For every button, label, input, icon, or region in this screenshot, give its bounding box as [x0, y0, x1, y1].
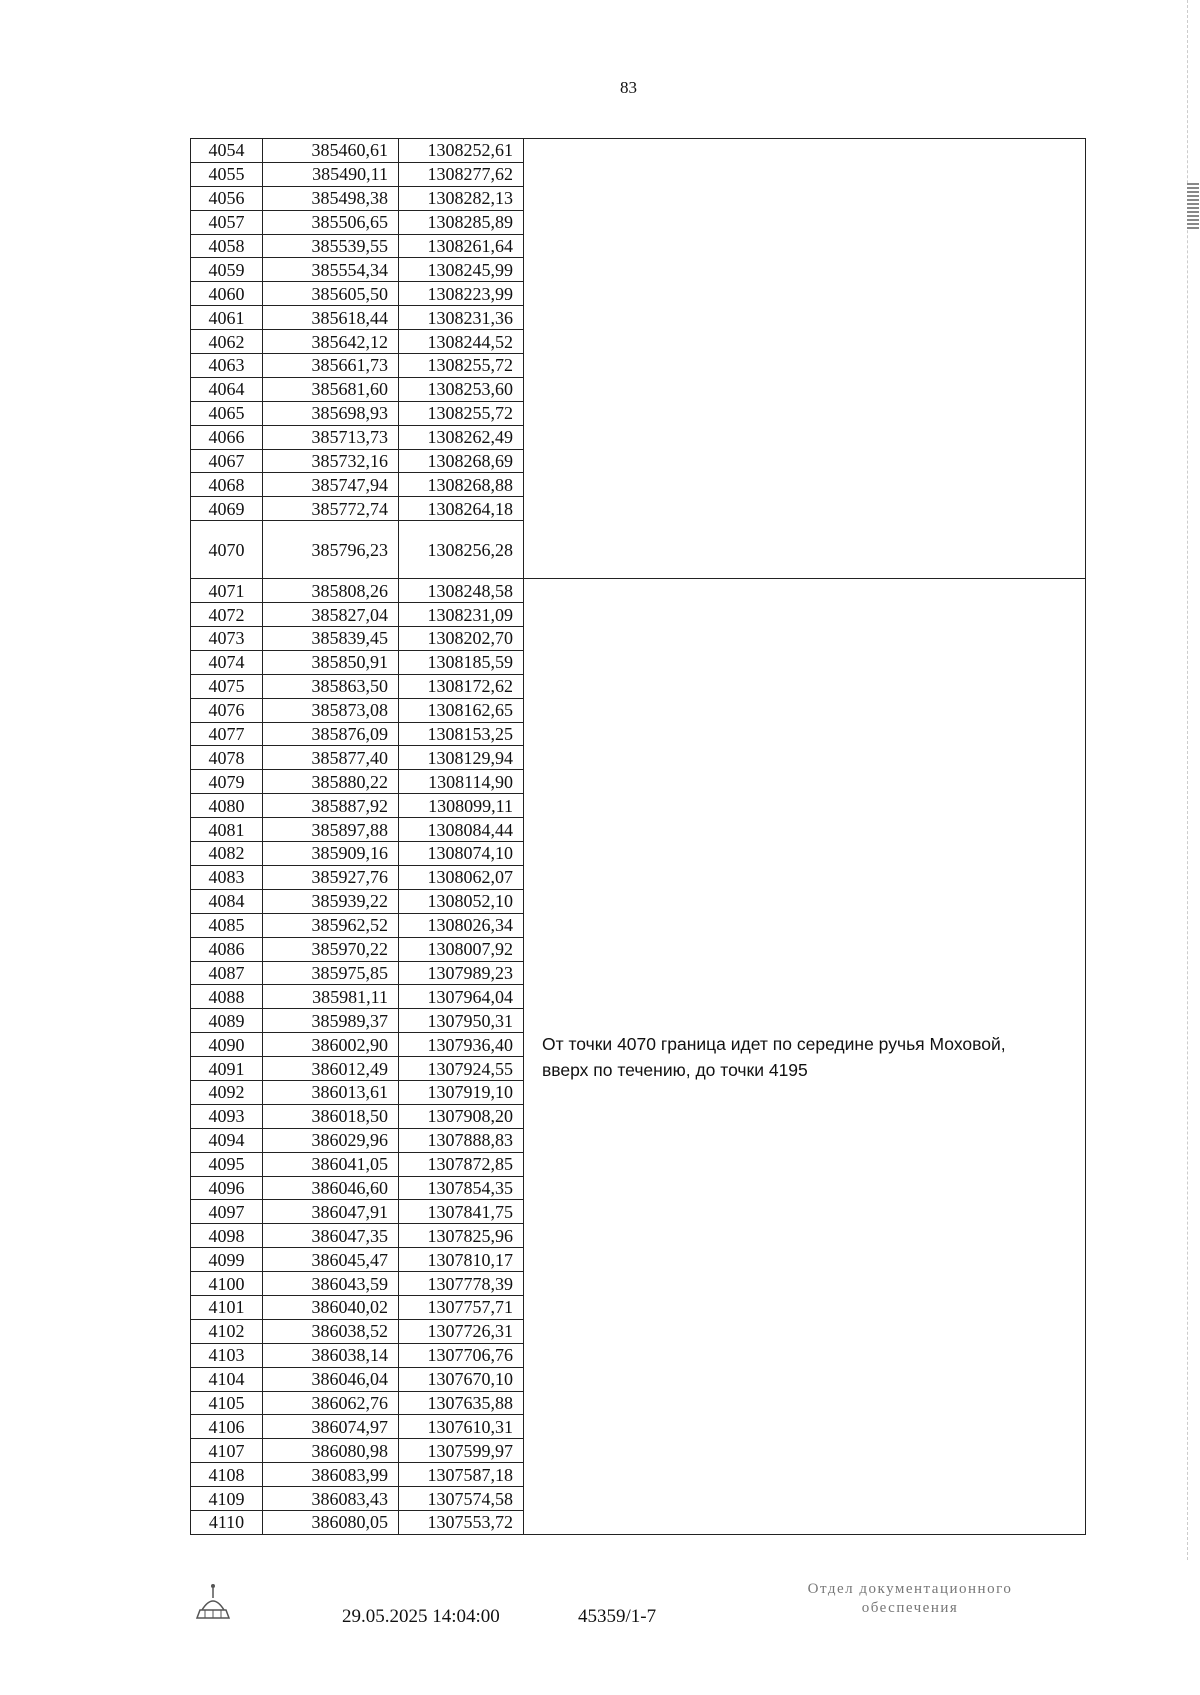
coordinates-table — [190, 138, 1086, 1535]
x-coordinate-cell: 386041,05 — [263, 1152, 399, 1176]
y-coordinate-cell: 1308231,36 — [399, 306, 524, 330]
point-number-cell: 4097 — [191, 1200, 263, 1224]
x-coordinate-cell: 385506,65 — [263, 210, 399, 234]
point-number-cell: 4078 — [191, 746, 263, 770]
x-coordinate-cell: 385554,34 — [263, 258, 399, 282]
department-stamp — [760, 1580, 1060, 1618]
y-coordinate-cell: 1308285,89 — [399, 210, 524, 234]
x-coordinate-cell: 386012,49 — [263, 1057, 399, 1081]
point-number-cell: 4101 — [191, 1295, 263, 1319]
x-coordinate-cell: 386047,35 — [263, 1224, 399, 1248]
y-coordinate-cell: 1308277,62 — [399, 162, 524, 186]
scan-mark — [1187, 183, 1199, 229]
point-number-cell: 4091 — [191, 1057, 263, 1081]
point-number-cell: 4077 — [191, 722, 263, 746]
x-coordinate-cell: 385642,12 — [263, 330, 399, 354]
y-coordinate-cell: 1307854,35 — [399, 1176, 524, 1200]
x-coordinate-cell: 385880,22 — [263, 770, 399, 794]
y-coordinate-cell: 1307825,96 — [399, 1224, 524, 1248]
coordinates-table-body — [191, 139, 1086, 1535]
y-coordinate-cell: 1307989,23 — [399, 961, 524, 985]
y-coordinate-cell: 1308261,64 — [399, 234, 524, 258]
y-coordinate-cell: 1308062,07 — [399, 865, 524, 889]
x-coordinate-cell: 385808,26 — [263, 579, 399, 603]
x-coordinate-cell: 386038,52 — [263, 1319, 399, 1343]
point-number-cell: 4066 — [191, 425, 263, 449]
x-coordinate-cell: 385981,11 — [263, 985, 399, 1009]
y-coordinate-cell: 1307635,88 — [399, 1391, 524, 1415]
point-number-cell: 4102 — [191, 1319, 263, 1343]
x-coordinate-cell: 386046,04 — [263, 1367, 399, 1391]
x-coordinate-cell: 386043,59 — [263, 1272, 399, 1296]
x-coordinate-cell: 386045,47 — [263, 1248, 399, 1272]
x-coordinate-cell: 385939,22 — [263, 889, 399, 913]
point-number-cell: 4074 — [191, 650, 263, 674]
y-coordinate-cell: 1308114,90 — [399, 770, 524, 794]
x-coordinate-cell: 385605,50 — [263, 282, 399, 306]
x-coordinate-cell: 385681,60 — [263, 377, 399, 401]
y-coordinate-cell: 1308231,09 — [399, 603, 524, 627]
x-coordinate-cell: 385873,08 — [263, 698, 399, 722]
y-coordinate-cell: 1307936,40 — [399, 1033, 524, 1057]
x-coordinate-cell: 385796,23 — [263, 521, 399, 579]
point-number-cell: 4110 — [191, 1510, 263, 1534]
stamp-line-1: Отдел документационного — [807, 1581, 1013, 1597]
point-number-cell: 4099 — [191, 1248, 263, 1272]
x-coordinate-cell: 386038,14 — [263, 1343, 399, 1367]
x-coordinate-cell: 386083,43 — [263, 1487, 399, 1511]
point-number-cell: 4107 — [191, 1439, 263, 1463]
x-coordinate-cell: 385989,37 — [263, 1009, 399, 1033]
x-coordinate-cell: 385850,91 — [263, 650, 399, 674]
y-coordinate-cell: 1307610,31 — [399, 1415, 524, 1439]
point-number-cell: 4073 — [191, 627, 263, 651]
point-number-cell: 4075 — [191, 674, 263, 698]
x-coordinate-cell: 385970,22 — [263, 937, 399, 961]
point-number-cell: 4090 — [191, 1033, 263, 1057]
x-coordinate-cell: 385713,73 — [263, 425, 399, 449]
point-number-cell: 4109 — [191, 1487, 263, 1511]
x-coordinate-cell: 385876,09 — [263, 722, 399, 746]
point-number-cell: 4108 — [191, 1463, 263, 1487]
boundary-description-cell: От точки 4070 граница идет по середине ручья Моховой, вверх по течению, до точки 4195 — [524, 579, 1086, 1535]
point-number-cell: 4081 — [191, 818, 263, 842]
x-coordinate-cell: 385732,16 — [263, 449, 399, 473]
y-coordinate-cell: 1307587,18 — [399, 1463, 524, 1487]
emblem-logo — [193, 1580, 233, 1622]
point-number-cell: 4069 — [191, 497, 263, 521]
x-coordinate-cell: 385887,92 — [263, 794, 399, 818]
y-coordinate-cell: 1308007,92 — [399, 937, 524, 961]
y-coordinate-cell: 1308129,94 — [399, 746, 524, 770]
x-coordinate-cell: 385863,50 — [263, 674, 399, 698]
y-coordinate-cell: 1308253,60 — [399, 377, 524, 401]
y-coordinate-cell: 1308202,70 — [399, 627, 524, 651]
point-number-cell: 4089 — [191, 1009, 263, 1033]
point-number-cell: 4106 — [191, 1415, 263, 1439]
x-coordinate-cell: 385975,85 — [263, 961, 399, 985]
y-coordinate-cell: 1308264,18 — [399, 497, 524, 521]
x-coordinate-cell: 385661,73 — [263, 354, 399, 378]
point-number-cell: 4086 — [191, 937, 263, 961]
point-number-cell: 4055 — [191, 162, 263, 186]
point-number-cell: 4060 — [191, 282, 263, 306]
point-number-cell: 4103 — [191, 1343, 263, 1367]
scan-edge — [1187, 0, 1192, 1560]
point-number-cell: 4080 — [191, 794, 263, 818]
point-number-cell: 4096 — [191, 1176, 263, 1200]
point-number-cell: 4087 — [191, 961, 263, 985]
y-coordinate-cell: 1307908,20 — [399, 1104, 524, 1128]
x-coordinate-cell: 385839,45 — [263, 627, 399, 651]
x-coordinate-cell: 385698,93 — [263, 401, 399, 425]
point-number-cell: 4105 — [191, 1391, 263, 1415]
x-coordinate-cell: 386047,91 — [263, 1200, 399, 1224]
y-coordinate-cell: 1307706,76 — [399, 1343, 524, 1367]
x-coordinate-cell: 386018,50 — [263, 1104, 399, 1128]
y-coordinate-cell: 1308252,61 — [399, 139, 524, 163]
point-number-cell: 4093 — [191, 1104, 263, 1128]
y-coordinate-cell: 1308172,62 — [399, 674, 524, 698]
x-coordinate-cell: 386080,98 — [263, 1439, 399, 1463]
x-coordinate-cell: 386013,61 — [263, 1080, 399, 1104]
x-coordinate-cell: 385772,74 — [263, 497, 399, 521]
x-coordinate-cell: 385618,44 — [263, 306, 399, 330]
point-number-cell: 4065 — [191, 401, 263, 425]
y-coordinate-cell: 1308074,10 — [399, 842, 524, 866]
point-number-cell: 4059 — [191, 258, 263, 282]
y-coordinate-cell: 1307810,17 — [399, 1248, 524, 1272]
y-coordinate-cell: 1308153,25 — [399, 722, 524, 746]
x-coordinate-cell: 385460,61 — [263, 139, 399, 163]
footer-date: 29.05.2025 14:04:00 — [342, 1606, 500, 1627]
y-coordinate-cell: 1308255,72 — [399, 401, 524, 425]
x-coordinate-cell: 385927,76 — [263, 865, 399, 889]
y-coordinate-cell: 1308262,49 — [399, 425, 524, 449]
x-coordinate-cell: 386062,76 — [263, 1391, 399, 1415]
x-coordinate-cell: 385877,40 — [263, 746, 399, 770]
point-number-cell: 4061 — [191, 306, 263, 330]
y-coordinate-cell: 1307670,10 — [399, 1367, 524, 1391]
y-coordinate-cell: 1308244,52 — [399, 330, 524, 354]
point-number-cell: 4084 — [191, 889, 263, 913]
x-coordinate-cell: 385747,94 — [263, 473, 399, 497]
x-coordinate-cell: 386074,97 — [263, 1415, 399, 1439]
point-number-cell: 4094 — [191, 1128, 263, 1152]
y-coordinate-cell: 1308052,10 — [399, 889, 524, 913]
y-coordinate-cell: 1307919,10 — [399, 1080, 524, 1104]
y-coordinate-cell: 1307553,72 — [399, 1510, 524, 1534]
point-number-cell: 4079 — [191, 770, 263, 794]
table-row — [191, 579, 1086, 603]
y-coordinate-cell: 1308256,28 — [399, 521, 524, 579]
point-number-cell: 4076 — [191, 698, 263, 722]
point-number-cell: 4070 — [191, 521, 263, 579]
page-number: 83 — [620, 78, 637, 97]
point-number-cell: 4062 — [191, 330, 263, 354]
point-number-cell: 4058 — [191, 234, 263, 258]
x-coordinate-cell: 386029,96 — [263, 1128, 399, 1152]
y-coordinate-cell: 1308282,13 — [399, 186, 524, 210]
table-row — [191, 139, 1086, 163]
y-coordinate-cell: 1307950,31 — [399, 1009, 524, 1033]
x-coordinate-cell: 385498,38 — [263, 186, 399, 210]
x-coordinate-cell: 386080,05 — [263, 1510, 399, 1534]
point-number-cell: 4054 — [191, 139, 263, 163]
y-coordinate-cell: 1308245,99 — [399, 258, 524, 282]
y-coordinate-cell: 1308084,44 — [399, 818, 524, 842]
y-coordinate-cell: 1308268,88 — [399, 473, 524, 497]
y-coordinate-cell: 1308268,69 — [399, 449, 524, 473]
y-coordinate-cell: 1308162,65 — [399, 698, 524, 722]
description-cell-empty — [524, 139, 1086, 579]
y-coordinate-cell: 1307841,75 — [399, 1200, 524, 1224]
point-number-cell: 4095 — [191, 1152, 263, 1176]
y-coordinate-cell: 1308255,72 — [399, 354, 524, 378]
y-coordinate-cell: 1308223,99 — [399, 282, 524, 306]
point-number-cell: 4083 — [191, 865, 263, 889]
point-number-cell: 4057 — [191, 210, 263, 234]
y-coordinate-cell: 1307757,71 — [399, 1295, 524, 1319]
point-number-cell: 4082 — [191, 842, 263, 866]
point-number-cell: 4067 — [191, 449, 263, 473]
point-number-cell: 4092 — [191, 1080, 263, 1104]
point-number-cell: 4056 — [191, 186, 263, 210]
x-coordinate-cell: 385539,55 — [263, 234, 399, 258]
x-coordinate-cell: 386040,02 — [263, 1295, 399, 1319]
y-coordinate-cell: 1307599,97 — [399, 1439, 524, 1463]
y-coordinate-cell: 1308248,58 — [399, 579, 524, 603]
x-coordinate-cell: 385962,52 — [263, 913, 399, 937]
point-number-cell: 4063 — [191, 354, 263, 378]
point-number-cell: 4085 — [191, 913, 263, 937]
y-coordinate-cell: 1308026,34 — [399, 913, 524, 937]
y-coordinate-cell: 1307726,31 — [399, 1319, 524, 1343]
x-coordinate-cell: 386083,99 — [263, 1463, 399, 1487]
point-number-cell: 4068 — [191, 473, 263, 497]
point-number-cell: 4104 — [191, 1367, 263, 1391]
y-coordinate-cell: 1307872,85 — [399, 1152, 524, 1176]
point-number-cell: 4100 — [191, 1272, 263, 1296]
x-coordinate-cell: 385909,16 — [263, 842, 399, 866]
stamp-line-2: обеспечения — [861, 1600, 959, 1616]
y-coordinate-cell: 1307778,39 — [399, 1272, 524, 1296]
point-number-cell: 4064 — [191, 377, 263, 401]
footer-doc-number: 45359/1-7 — [578, 1606, 657, 1627]
point-number-cell: 4072 — [191, 603, 263, 627]
y-coordinate-cell: 1307574,58 — [399, 1487, 524, 1511]
point-number-cell: 4071 — [191, 579, 263, 603]
x-coordinate-cell: 385897,88 — [263, 818, 399, 842]
point-number-cell: 4098 — [191, 1224, 263, 1248]
y-coordinate-cell: 1307964,04 — [399, 985, 524, 1009]
y-coordinate-cell: 1307924,55 — [399, 1057, 524, 1081]
y-coordinate-cell: 1308099,11 — [399, 794, 524, 818]
x-coordinate-cell: 386002,90 — [263, 1033, 399, 1057]
x-coordinate-cell: 385490,11 — [263, 162, 399, 186]
x-coordinate-cell: 386046,60 — [263, 1176, 399, 1200]
point-number-cell: 4088 — [191, 985, 263, 1009]
x-coordinate-cell: 385827,04 — [263, 603, 399, 627]
y-coordinate-cell: 1308185,59 — [399, 650, 524, 674]
y-coordinate-cell: 1307888,83 — [399, 1128, 524, 1152]
